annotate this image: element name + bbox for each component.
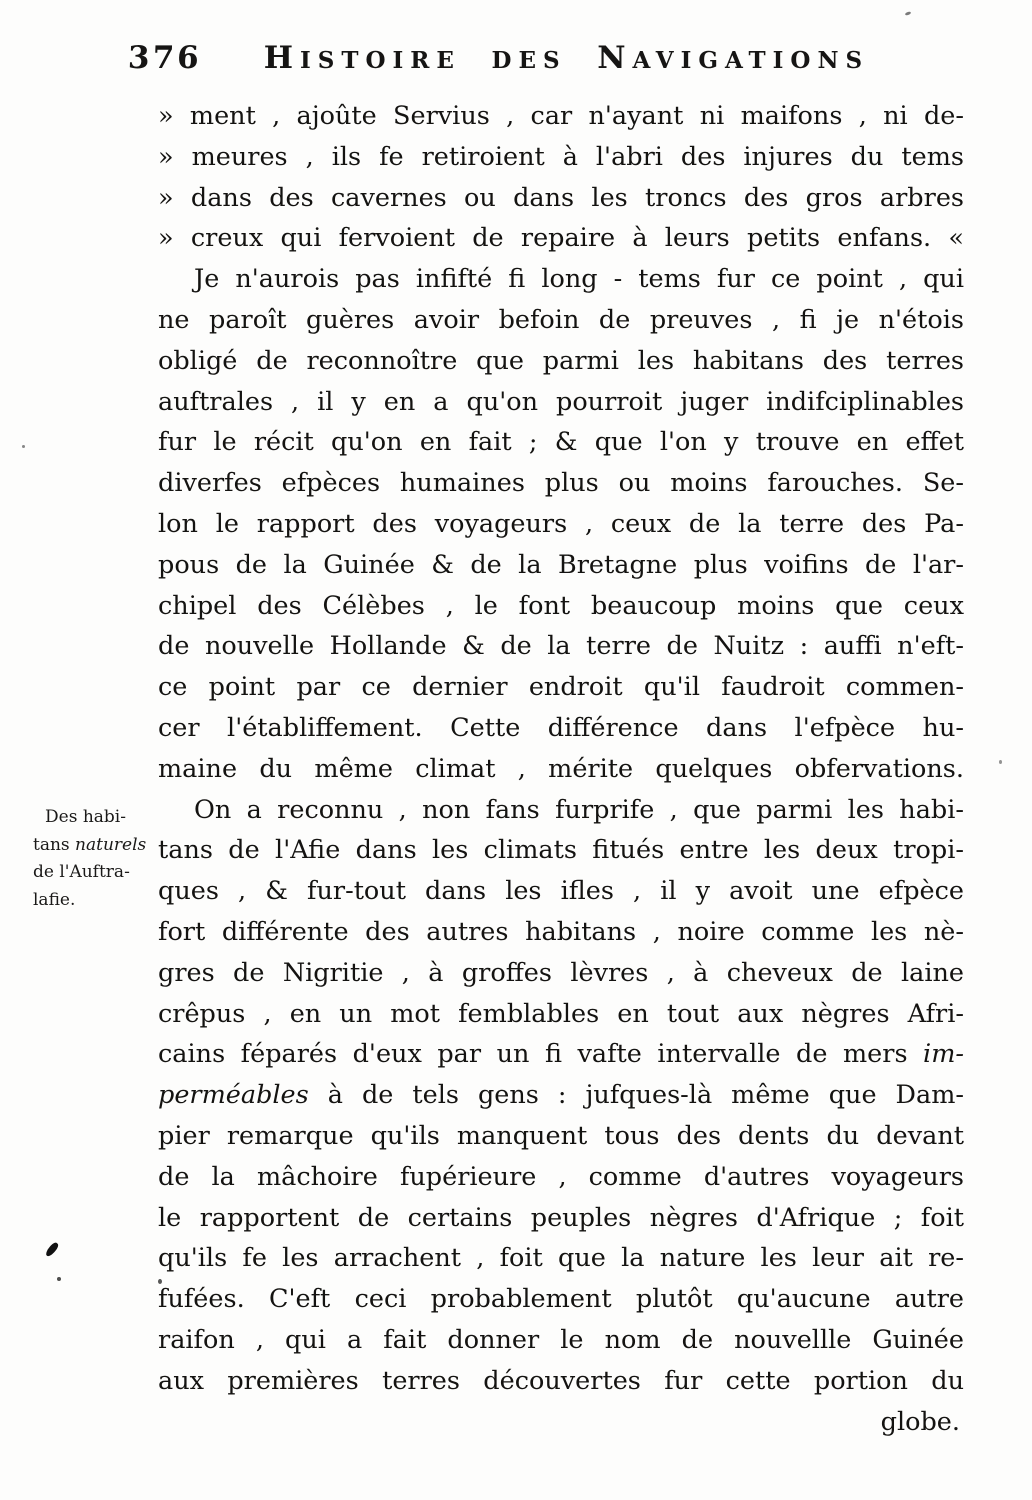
text-line: ce point par ce dernier endroit qu'il faudroit commen- [158, 672, 964, 703]
text-line: tans de l'Afie dans les climats fitués entre les deux tropi- [158, 835, 964, 866]
ink-speck [44, 1241, 60, 1258]
ink-speck [57, 1277, 61, 1281]
text-line: globe. [880, 1406, 960, 1437]
text-line: fort différente des autres habitans , noire comme les nè- [158, 916, 964, 947]
text-line: pier remarque qu'ils manquent tous des dents du devant [158, 1120, 964, 1151]
text-line: crêpus , en un mot femblables en tout aux nègres Afri- [158, 998, 964, 1029]
text-line: fur le récit qu'on en fait ; & que l'on y trouve en effet [158, 427, 964, 458]
ink-speck [158, 1279, 162, 1284]
text-segment: à de tels gens : jufques-là même que Dam- [308, 1080, 964, 1111]
text-line: fufées. C'eft ceci probablement plutôt qu'aucune autre [158, 1284, 964, 1315]
text-line: cer l'établiffement. Cette différence dans l'efpèce hu- [158, 712, 964, 743]
text-segment: perméables [158, 1080, 309, 1111]
text-line: raifon , qui a fait donner le nom de nouvellle Guinée [158, 1324, 964, 1355]
text-line: auftrales , il y en a qu'on pourroit juger indifciplinables [158, 386, 964, 417]
text-line: aux premières terres découvertes fur cette portion du [158, 1365, 964, 1396]
text-line: de la mâchoire fupérieure , comme d'autres voyageurs [158, 1161, 964, 1192]
text-line: » ment , ajoûte Servius , car n'ayant ni maifons , ni de- [158, 101, 964, 131]
text-segment: naturels [75, 834, 147, 855]
margin-note-line: lafie. [33, 889, 76, 910]
text-line: maine du même climat , mérite quelques obfervations. [158, 753, 964, 784]
text-body [158, 96, 964, 1442]
text-line: lon le rapport des voyageurs , ceux de la terre des Pa- [158, 508, 964, 539]
text-line: qu'ils fe les arrachent , foit que la nature les leur ait re- [158, 1243, 964, 1274]
text-line: » creux qui fervoient de repaire à leurs petits enfans. « [158, 223, 964, 254]
title-word: NAVIGATIONS [597, 40, 870, 76]
text-line: ques , & fur-tout dans les ifles , il y avoit une efpèce [158, 876, 964, 907]
text-line: obligé de reconnoître que parmi les habitans des terres [158, 345, 964, 376]
page-number: 376 [127, 40, 203, 76]
text-line: Je n'aurois pas infifté fi long - tems fur ce point , qui [194, 264, 964, 295]
ink-speck [22, 445, 25, 448]
text-line [158, 1034, 964, 1075]
text-line: pous de la Guinée & de la Bretagne plus voifins de l'ar- [158, 549, 964, 580]
text-line: On a reconnu , non fans furprife , que parmi les habi- [194, 794, 964, 825]
text-line: chipel des Célèbes , le font beaucoup moins que ceux [158, 590, 964, 621]
text-line: diverfes efpèces humaines plus ou moins farouches. Se- [158, 468, 964, 499]
margin-note-line: de l'Auftra- [33, 862, 130, 882]
text-line [158, 1075, 964, 1116]
text-segment: tans [33, 834, 76, 855]
text-line: » meures , ils fe retiroient à l'abri des injures du tems [158, 141, 964, 172]
text-line: ne paroît guères avoir befoin de preuves , fi je n'étois [158, 304, 964, 335]
text-line: le rapportent de certains peuples nègres d'Afrique ; foit [158, 1202, 964, 1233]
title-word: DES [491, 47, 567, 74]
page-title [264, 40, 869, 76]
text-segment: cains féparés d'eux par un fi vafte intervalle de mers [158, 1039, 924, 1070]
text-segment: im- [923, 1039, 964, 1070]
margin-note-line [33, 832, 161, 860]
margin-note [33, 804, 161, 914]
ink-speck [999, 760, 1002, 764]
title-word: HISTOIRE [263, 40, 461, 76]
text-line: » dans des cavernes ou dans les troncs des gros arbres [158, 182, 964, 213]
running-head [128, 40, 962, 76]
text-line: de nouvelle Hollande & de la terre de Nuitz : auffi n'eft- [158, 631, 964, 662]
text-line: gres de Nigritie , à groffes lèvres , à cheveux de laine [158, 957, 964, 988]
ink-speck [905, 11, 912, 16]
margin-note-line: Des habi- [45, 807, 126, 827]
